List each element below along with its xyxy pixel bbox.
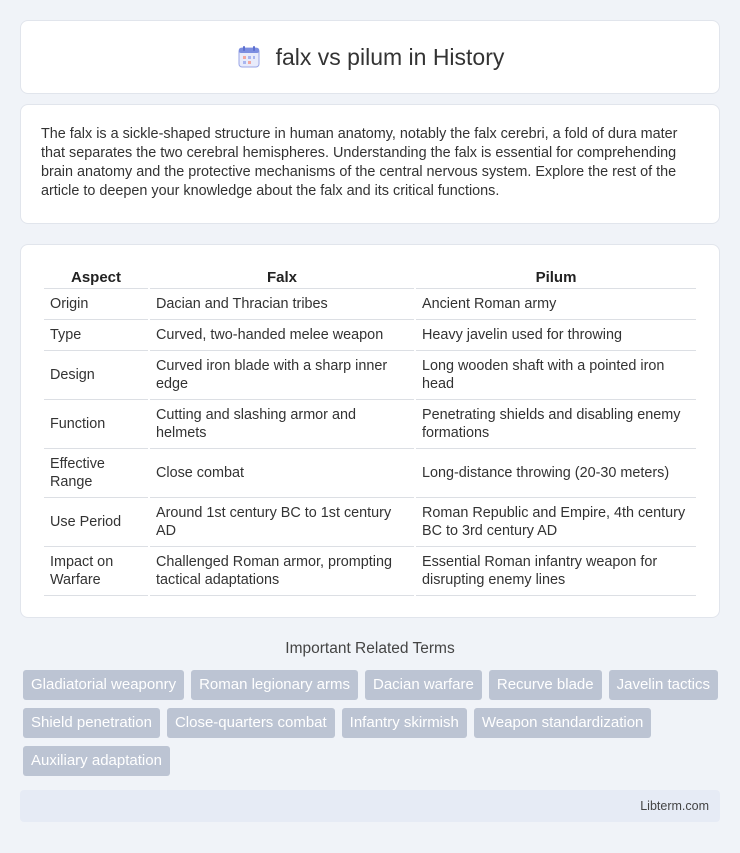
related-terms-list bbox=[23, 670, 723, 776]
comparison-card bbox=[20, 244, 720, 618]
table-cell-pilum: Long-distance throwing (20-30 meters) bbox=[416, 449, 696, 498]
table-cell-falx: Around 1st century BC to 1st century AD bbox=[150, 498, 414, 547]
related-term-tag[interactable]: Shield penetration bbox=[23, 708, 160, 738]
intro-paragraph: The falx is a sickle-shaped structure in human anatomy, notably the falx cerebri, a fold of dura mater that separates the two cerebral hemispheres. Understanding the falx is essential for comprehending brain anatomy and the protective mechanisms of the central nervous system. Explore the rest of the article to deepen your knowledge about the falx and its critical functions. bbox=[41, 126, 678, 199]
related-term-tag[interactable]: Gladiatorial weaponry bbox=[23, 670, 184, 700]
header bbox=[236, 44, 505, 71]
table-cell-aspect: Impact on Warfare bbox=[44, 547, 148, 596]
related-term-tag[interactable]: Recurve blade bbox=[489, 670, 602, 700]
related-term-tag[interactable]: Auxiliary adaptation bbox=[23, 746, 170, 776]
table-row bbox=[44, 351, 696, 400]
related-term-tag[interactable]: Weapon standardization bbox=[474, 708, 652, 738]
related-term-tag[interactable]: Close-quarters combat bbox=[167, 708, 335, 738]
table-row bbox=[44, 547, 696, 596]
table-cell-aspect: Type bbox=[44, 320, 148, 351]
table-cell-falx: Curved iron blade with a sharp inner edge bbox=[150, 351, 414, 400]
table-row bbox=[44, 400, 696, 449]
table-row bbox=[44, 320, 696, 351]
table-row bbox=[44, 289, 696, 320]
footer-site-link[interactable]: Libterm.com bbox=[640, 799, 709, 813]
page-title: falx vs pilum in History bbox=[275, 43, 505, 70]
table-cell-falx: Dacian and Thracian tribes bbox=[150, 289, 414, 320]
table-header-row bbox=[44, 267, 696, 289]
comparison-table bbox=[42, 267, 698, 596]
table-cell-pilum: Ancient Roman army bbox=[416, 289, 696, 320]
table-cell-falx: Challenged Roman armor, prompting tactical adaptations bbox=[150, 547, 414, 596]
table-cell-falx: Curved, two-handed melee weapon bbox=[150, 320, 414, 351]
table-cell-pilum: Essential Roman infantry weapon for disrupting enemy lines bbox=[416, 547, 696, 596]
column-header-falx: Falx bbox=[150, 267, 414, 289]
table-row bbox=[44, 498, 696, 547]
related-term-tag[interactable]: Javelin tactics bbox=[609, 670, 718, 700]
calendar-icon bbox=[236, 44, 262, 70]
table-cell-aspect: Design bbox=[44, 351, 148, 400]
table-cell-aspect: Function bbox=[44, 400, 148, 449]
related-terms-title: Important Related Terms bbox=[285, 640, 455, 657]
related-term-tag[interactable]: Infantry skirmish bbox=[342, 708, 467, 738]
table-row bbox=[44, 449, 696, 498]
footer bbox=[20, 790, 720, 822]
intro-card bbox=[20, 104, 720, 224]
table-cell-falx: Close combat bbox=[150, 449, 414, 498]
column-header-aspect: Aspect bbox=[44, 267, 148, 289]
table-cell-pilum: Heavy javelin used for throwing bbox=[416, 320, 696, 351]
table-cell-aspect: Use Period bbox=[44, 498, 148, 547]
column-header-pilum: Pilum bbox=[416, 267, 696, 289]
table-cell-pilum: Penetrating shields and disabling enemy formations bbox=[416, 400, 696, 449]
related-term-tag[interactable]: Roman legionary arms bbox=[191, 670, 358, 700]
table-cell-aspect: Effective Range bbox=[44, 449, 148, 498]
table-cell-aspect: Origin bbox=[44, 289, 148, 320]
table-cell-pilum: Roman Republic and Empire, 4th century BC to 3rd century AD bbox=[416, 498, 696, 547]
header-card bbox=[20, 20, 720, 94]
table-cell-pilum: Long wooden shaft with a pointed iron head bbox=[416, 351, 696, 400]
table-cell-falx: Cutting and slashing armor and helmets bbox=[150, 400, 414, 449]
related-term-tag[interactable]: Dacian warfare bbox=[365, 670, 482, 700]
